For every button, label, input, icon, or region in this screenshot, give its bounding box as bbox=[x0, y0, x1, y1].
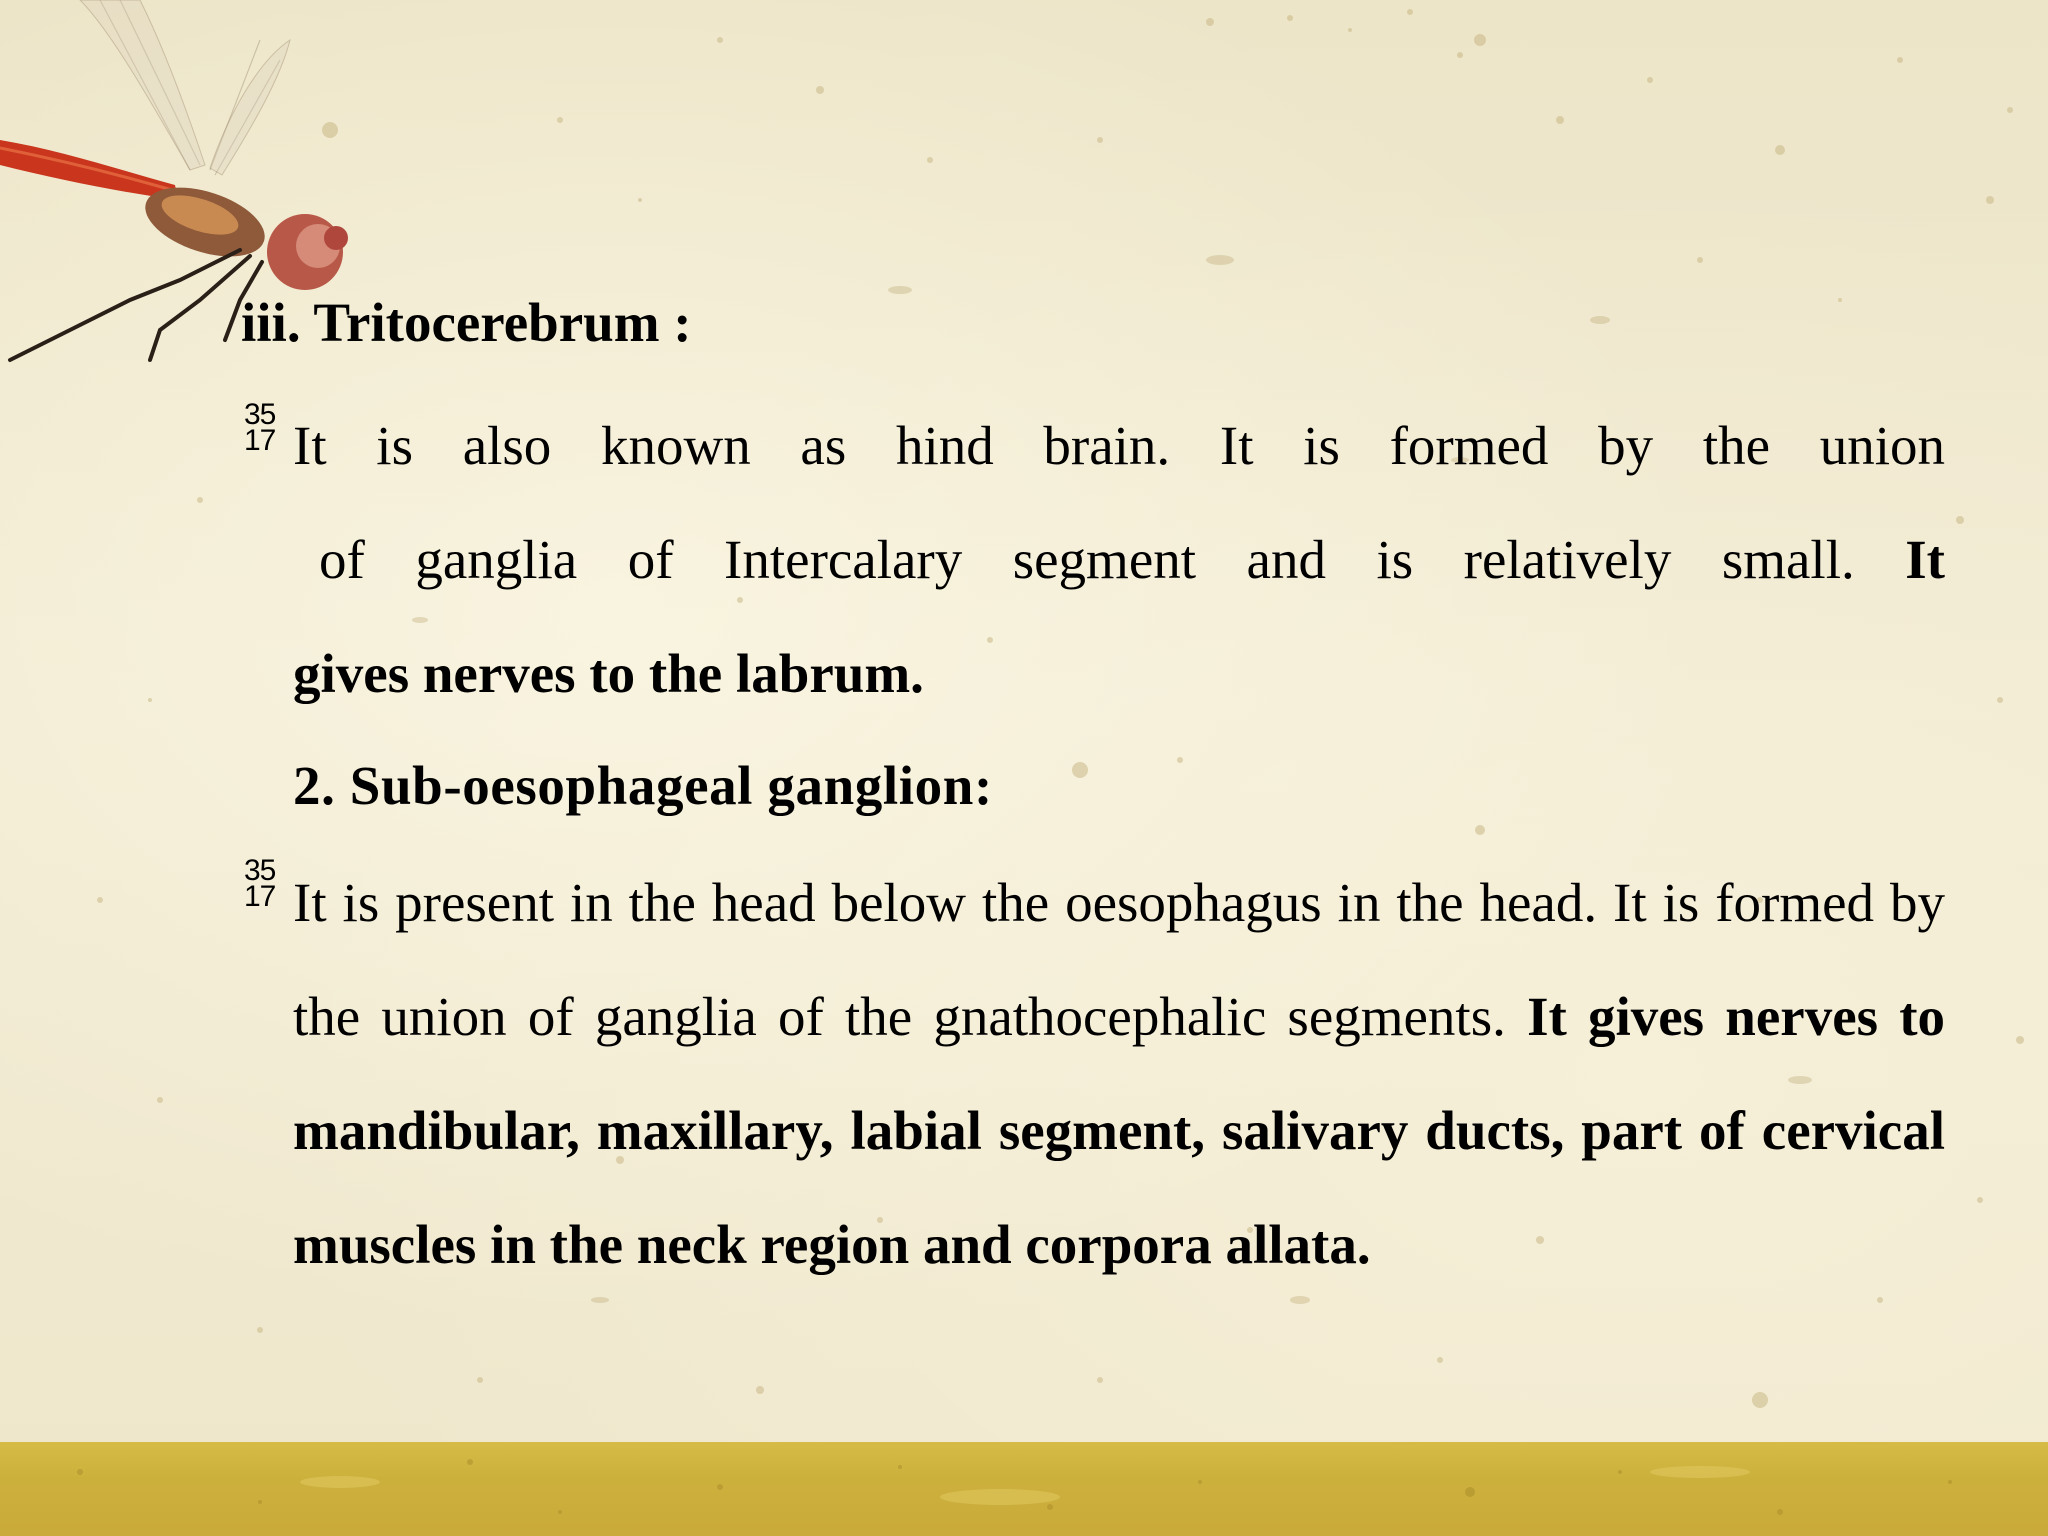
paragraph-line bbox=[293, 617, 1945, 731]
paragraph-text: of ganglia of Intercalary segment and is relatively small. bbox=[319, 529, 1855, 590]
footer-texture bbox=[0, 1442, 2048, 1536]
bullet-marker bbox=[244, 398, 284, 457]
paragraph-tritocerebrum bbox=[293, 389, 1945, 731]
bullet-number-top: 35 bbox=[244, 854, 276, 887]
bullet-number-bottom: 17 bbox=[244, 880, 276, 913]
footer-band bbox=[0, 1442, 2048, 1536]
paragraph-bold-text: gives nerves to the labrum. bbox=[293, 643, 924, 704]
paragraph-bold-text: It bbox=[1905, 529, 1945, 590]
paragraph-sub-oesophageal bbox=[293, 846, 1945, 1302]
section-heading: iii. Tritocerebrum : bbox=[241, 292, 692, 353]
bullet-number-top: 35 bbox=[244, 398, 276, 431]
section-subheading: 2. Sub-oesophageal ganglion: bbox=[293, 755, 993, 816]
bullet-number-bottom: 17 bbox=[244, 424, 276, 457]
paragraph-line bbox=[293, 503, 1945, 617]
bullet-marker bbox=[244, 854, 284, 913]
paragraph-bold-text: It gives nerves to mandibular, maxillary, labial segment, salivary ducts, part of cervical muscles in the neck region and corpora allata. bbox=[293, 986, 1946, 1275]
paragraph-text: It is present in the head below the oesophagus in the head. It is formed by the union of ganglia of the gnathocephalic segments. bbox=[293, 872, 1945, 1047]
paragraph-line: It is also known as hind brain. It is formed by the union bbox=[293, 415, 1945, 476]
